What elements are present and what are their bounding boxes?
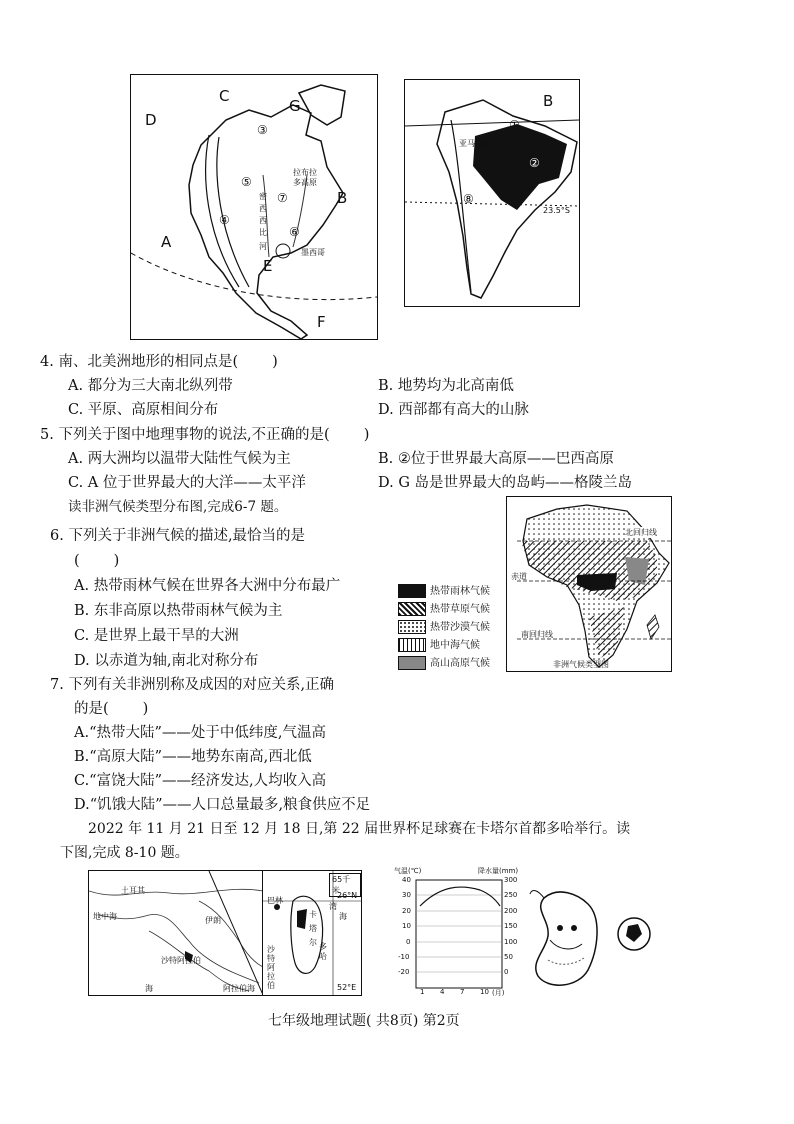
sa-marker-8: ⑧	[463, 192, 474, 206]
sa-marker-2: ②	[529, 156, 540, 170]
doha-1: 多	[319, 942, 327, 951]
world-cup-mascot-illustration	[528, 880, 658, 994]
q7-stem-2: 的是( )	[74, 701, 149, 717]
q6-paren: ( )	[74, 553, 120, 569]
q7-option-d[interactable]: D.“饥饿大陆”——人口总量最多,粮食供应不足	[74, 797, 371, 813]
qatar-char-1: 卡	[309, 910, 317, 919]
temp-tick: -20	[398, 968, 410, 976]
temp-tick: -10	[398, 953, 410, 961]
q7-option-a[interactable]: A.“热带大陆”——处于中低纬度,气温高	[74, 725, 327, 741]
qatar-char-3: 尔	[309, 938, 317, 947]
qatar-bahrain: 巴林	[267, 896, 283, 905]
north-america-map	[130, 74, 378, 340]
sa-lat-label: 23.5°S	[543, 206, 570, 215]
legend-item: 热带雨林气候	[398, 582, 490, 598]
q6-stem: 6. 下列关于非洲气候的描述,最恰当的是	[50, 528, 306, 544]
precip-tick: 250	[504, 891, 518, 899]
month-tick: 1	[420, 988, 425, 996]
africa-outline	[507, 497, 671, 671]
q7-option-c[interactable]: C.“富饶大陆”——经济发达,人均收入高	[74, 773, 327, 789]
legend-item: 热带草原气候	[398, 600, 490, 616]
na-marker-7: ⑦	[277, 191, 288, 205]
q6-option-a[interactable]: A. 热带雨林气候在世界各大洲中分布最广	[74, 578, 341, 594]
africa-tropic-cancer: 北回归线	[625, 528, 657, 537]
temp-tick: 30	[402, 891, 411, 899]
south-america-map	[404, 79, 580, 307]
na-label-b: B	[337, 189, 348, 207]
month-tick: 4	[440, 988, 445, 996]
legend-swatch	[398, 656, 426, 670]
me-turkey: 土耳其	[121, 886, 145, 895]
climate-chart-svg	[394, 866, 522, 998]
na-marker-4: ④	[219, 213, 230, 227]
q5-option-a[interactable]: A. 两大洲均以温带大陆性气候为主	[68, 451, 291, 467]
doha-2: 哈	[319, 952, 327, 961]
q6-option-c[interactable]: C. 是世界上最干旱的大洲	[74, 628, 239, 644]
q6-option-b[interactable]: B. 东非高原以热带雨林气候为主	[74, 603, 283, 619]
na-miss-4: 比	[259, 228, 267, 237]
africa-tropic-capricorn: 南回归线	[521, 630, 553, 639]
legend-item: 热带沙漠气候	[398, 618, 490, 634]
qatar-lon: 52°E	[337, 983, 357, 992]
intro-6-7: 读非洲气候类型分布图,完成6-7 题。	[68, 499, 288, 515]
climate-chart	[394, 866, 522, 998]
na-miss-2: 西	[259, 204, 267, 213]
precip-tick: 300	[504, 876, 518, 884]
south-america-outline	[405, 80, 579, 306]
na-labrador-2: 多高原	[293, 178, 317, 187]
africa-caption: 非洲气候类型图	[553, 660, 609, 669]
africa-climate-map	[506, 496, 672, 672]
qatar-lat: 26°N	[337, 891, 358, 900]
legend-swatch	[398, 638, 426, 652]
na-label-f: F	[317, 313, 326, 331]
me-mediterranean: 地中海	[93, 912, 117, 921]
q5-stem: 5. 下列关于图中地理事物的说法,不正确的是( )	[40, 427, 370, 443]
q5-option-b[interactable]: B. ②位于世界最大高原——巴西高原	[378, 451, 614, 467]
temp-tick: 10	[402, 922, 411, 930]
intro-8-10-line2: 下图,完成 8-10 题。	[60, 845, 189, 861]
precip-tick: 200	[504, 907, 518, 915]
middle-east-map	[88, 870, 264, 996]
q7-stem: 7. 下列有关非洲别称及成因的对应关系,正确	[50, 677, 335, 693]
qatar-scale: 65千米	[329, 873, 361, 897]
legend-swatch	[398, 584, 426, 598]
q4-stem: 4. 南、北美洲地形的相同点是( )	[40, 354, 278, 370]
intro-8-10-line1: 2022 年 11 月 21 日至 12 月 18 日,第 22 届世界杯足球赛在卡塔尔首都多哈举行。读	[88, 821, 631, 837]
qatar-char-2: 塔	[309, 924, 317, 933]
chart-temp-title: 气温(℃)	[394, 867, 422, 875]
na-miss-5: 河	[259, 242, 267, 251]
na-miss-1: 密	[259, 192, 267, 201]
precip-tick: 150	[504, 922, 518, 930]
me-sea: 海	[145, 984, 153, 993]
me-iran: 伊朗	[205, 916, 221, 925]
temp-tick: 40	[402, 876, 411, 884]
precip-tick: 50	[504, 953, 513, 961]
legend-swatch	[398, 620, 426, 634]
na-label-d: D	[145, 111, 157, 129]
qatar-inset-map	[262, 870, 362, 996]
month-unit: (月)	[492, 989, 505, 997]
legend-swatch	[398, 602, 426, 616]
q6-option-d[interactable]: D. 以赤道为轴,南北对称分布	[74, 653, 259, 669]
temp-tick: 20	[402, 907, 411, 915]
chart-precip-title: 降水量(mm)	[478, 867, 519, 875]
na-miss-3: 西	[259, 216, 267, 225]
month-tick: 7	[460, 988, 465, 996]
legend-item: 地中海气候	[398, 636, 480, 652]
q4-option-a[interactable]: A. 都分为三大南北纵列带	[68, 378, 233, 394]
q5-option-d[interactable]: D. G 岛是世界最大的岛屿——格陵兰岛	[378, 475, 633, 491]
temp-tick: 0	[406, 938, 411, 946]
q4-option-c[interactable]: C. 平原、高原相间分布	[68, 402, 219, 418]
sa-label-b: B	[543, 92, 554, 110]
precip-tick: 0	[504, 968, 509, 976]
na-labrador-1: 拉布拉	[293, 168, 317, 177]
q4-option-b[interactable]: B. 地势均为北高南低	[378, 378, 514, 394]
na-label-a: A	[161, 233, 172, 251]
na-marker-6: ⑥	[289, 225, 300, 239]
q4-option-d[interactable]: D. 西部都有高大的山脉	[378, 402, 529, 418]
na-label-e: E	[263, 257, 273, 275]
sa-amazon-label: 亚马孙河	[459, 139, 491, 148]
sa-marker-1: ①	[509, 118, 520, 132]
qatar-saudi: 沙特阿拉伯	[267, 945, 275, 990]
legend-item: 高山高原气候	[398, 654, 490, 670]
north-america-outline	[131, 75, 377, 339]
page-footer: 七年级地理试题( 共8页) 第2页	[268, 1013, 460, 1029]
na-label-c: C	[219, 87, 230, 105]
na-marker-3: ③	[257, 123, 268, 137]
na-marker-5: ⑤	[241, 175, 252, 189]
q7-option-b[interactable]: B.“高原大陆”——地势东南高,西北低	[74, 749, 312, 765]
na-mexico: 墨西哥	[301, 248, 325, 257]
qatar-sea: 海	[339, 912, 347, 921]
q5-option-c[interactable]: C. A 位于世界最大的大洋——太平洋	[68, 475, 306, 491]
precip-tick: 100	[504, 938, 518, 946]
africa-equator: 赤道	[511, 572, 527, 581]
qatar-gulf: 湾	[329, 902, 337, 911]
middle-east-outline	[89, 871, 263, 995]
me-saudi: 沙特阿拉伯	[161, 956, 201, 965]
me-arabian-sea: 阿拉伯海	[223, 984, 255, 993]
mascot-svg	[528, 880, 658, 994]
na-label-g: G	[289, 97, 301, 115]
month-tick: 10	[480, 988, 489, 996]
